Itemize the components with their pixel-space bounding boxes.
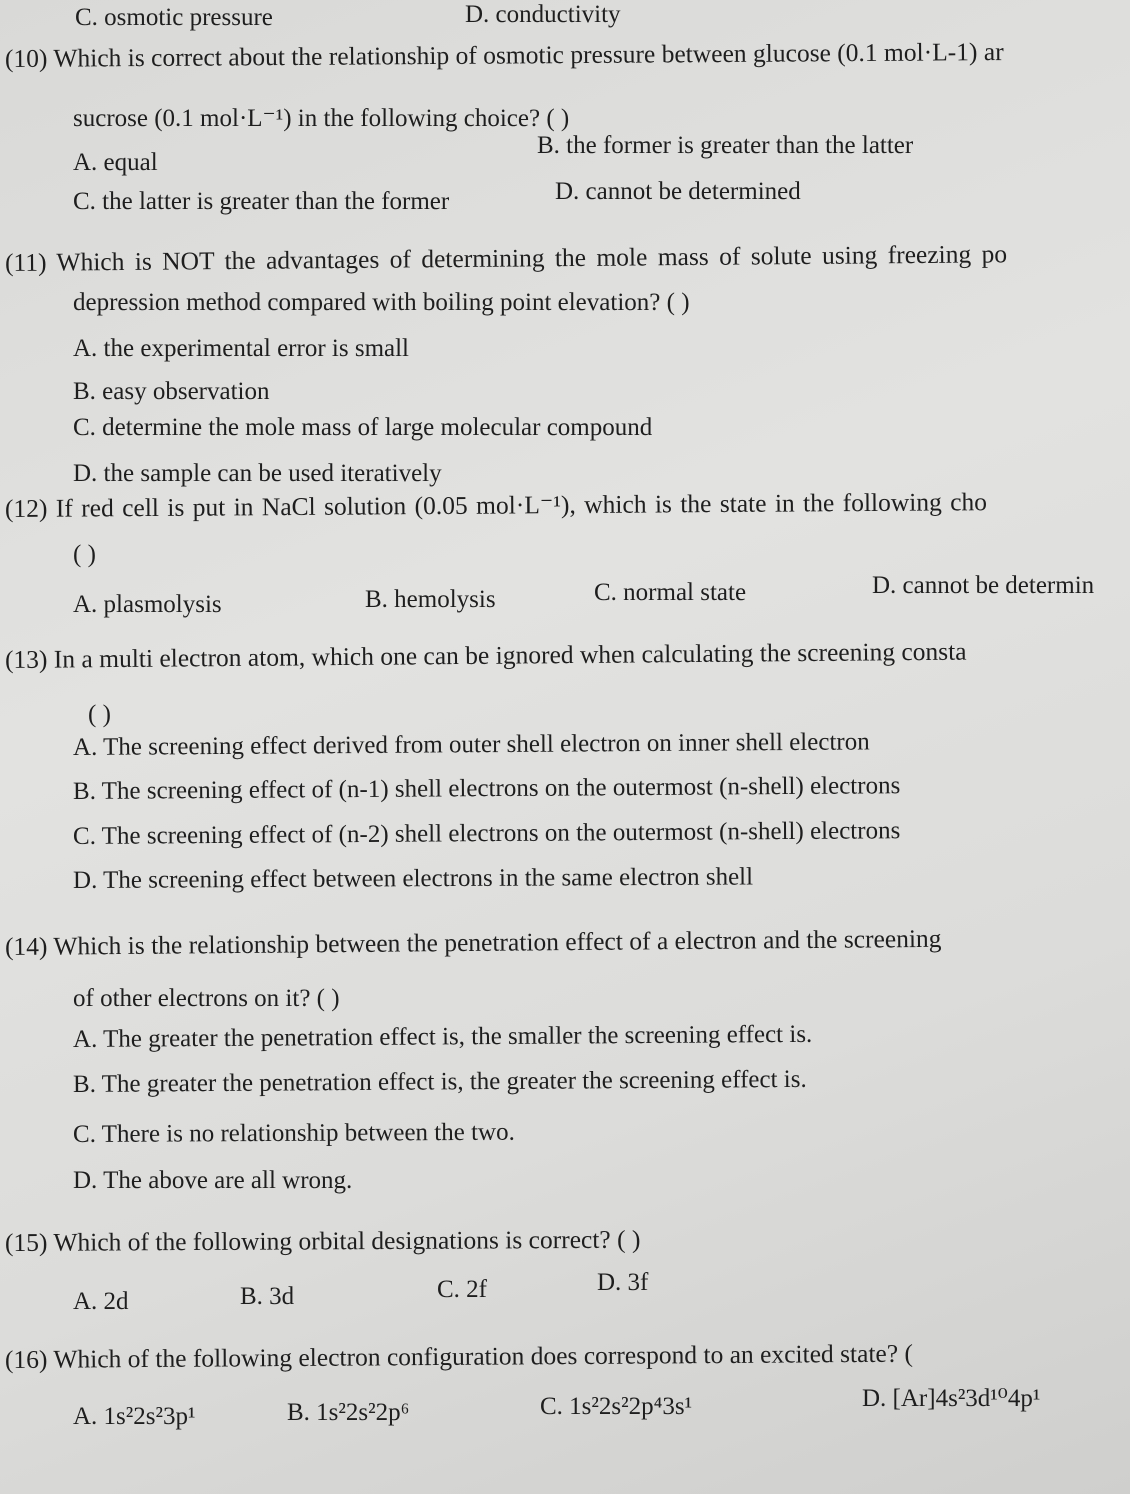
q12-option-a: A. plasmolysis	[73, 591, 222, 618]
q13-answer-blank: ( )	[88, 701, 111, 728]
q14-stem: (14) Which is the relationship between the penetration effect of a electron and the screening	[4, 923, 942, 961]
q13-stem: (13) In a multi electron atom, which one can be ignored when calculating the screening consta	[4, 636, 967, 674]
q14-option-d: D. The above are all wrong.	[73, 1167, 353, 1194]
q14-option-a: A. The greater the penetration effect is, the smaller the screening effect is.	[72, 1020, 813, 1053]
q9-option-c: C. osmotic pressure	[75, 4, 273, 31]
q16-option-d: D. [Ar]4s²3d¹⁰4p¹	[862, 1385, 1041, 1412]
q15-option-d: D. 3f	[597, 1269, 649, 1296]
q12-option-d: D. cannot be determin	[872, 572, 1095, 599]
q16-option-c: C. 1s²2s²2p⁴3s¹	[540, 1393, 693, 1420]
q12-option-b: B. hemolysis	[365, 586, 496, 613]
q10-option-d: D. cannot be determined	[555, 178, 801, 205]
q10-option-a: A. equal	[73, 149, 158, 176]
q11-stem: (11) Which is NOT the advantages of determining the mole mass of solute using freezing po	[4, 239, 1008, 277]
q13-option-b: B. The screening effect of (n-1) shell electrons on the outermost (n-shell) electrons	[72, 772, 901, 805]
q16-option-b: B. 1s²2s²2p⁶	[287, 1399, 410, 1426]
q15-option-b: B. 3d	[240, 1283, 295, 1310]
q9-option-d: D. conductivity	[465, 1, 621, 28]
q14-option-b: B. The greater the penetration effect is, the greater the screening effect is.	[72, 1065, 807, 1098]
q11-option-a: A. the experimental error is small	[73, 335, 409, 362]
q10-stem-cont: sucrose (0.1 mol·L⁻¹) in the following choice? ( )	[73, 105, 570, 132]
q10-stem: (10) Which is correct about the relationship of osmotic pressure between glucose (0.1 mol·L-1) ar	[4, 37, 1004, 73]
q11-option-c: C. determine the mole mass of large molecular compound	[73, 414, 653, 441]
q16-stem: (16) Which of the following electron configuration does correspond to an excited state? (	[4, 1338, 914, 1374]
q13-option-a: A. The screening effect derived from outer shell electron on inner shell electron	[72, 728, 870, 761]
q14-option-c: C. There is no relationship between the two.	[72, 1118, 515, 1148]
q15-stem: (15) Which of the following orbital designations is correct? ( )	[4, 1224, 641, 1257]
q12-stem: (12) If red cell is put in NaCl solution (0.05 mol·L⁻¹), which is the state in the following cho	[4, 487, 988, 523]
q13-option-d: D. The screening effect between electrons in the same electron shell	[72, 863, 754, 894]
q12-answer-blank: ( )	[73, 541, 96, 568]
q16-option-a: A. 1s²2s²3p¹	[73, 1403, 196, 1430]
q12-option-c: C. normal state	[594, 579, 747, 606]
q11-stem-cont: depression method compared with boiling point elevation? ( )	[73, 289, 690, 316]
q14-stem-cont: of other electrons on it? ( )	[73, 985, 340, 1012]
q15-option-a: A. 2d	[73, 1288, 129, 1315]
q13-option-c: C. The screening effect of (n-2) shell electrons on the outermost (n-shell) electrons	[72, 817, 901, 850]
q11-option-b: B. easy observation	[73, 378, 270, 405]
q11-option-d: D. the sample can be used iteratively	[73, 460, 442, 487]
q10-option-b: B. the former is greater than the latter	[537, 132, 914, 159]
q15-option-c: C. 2f	[437, 1276, 487, 1303]
q10-option-c: C. the latter is greater than the former	[73, 188, 450, 215]
